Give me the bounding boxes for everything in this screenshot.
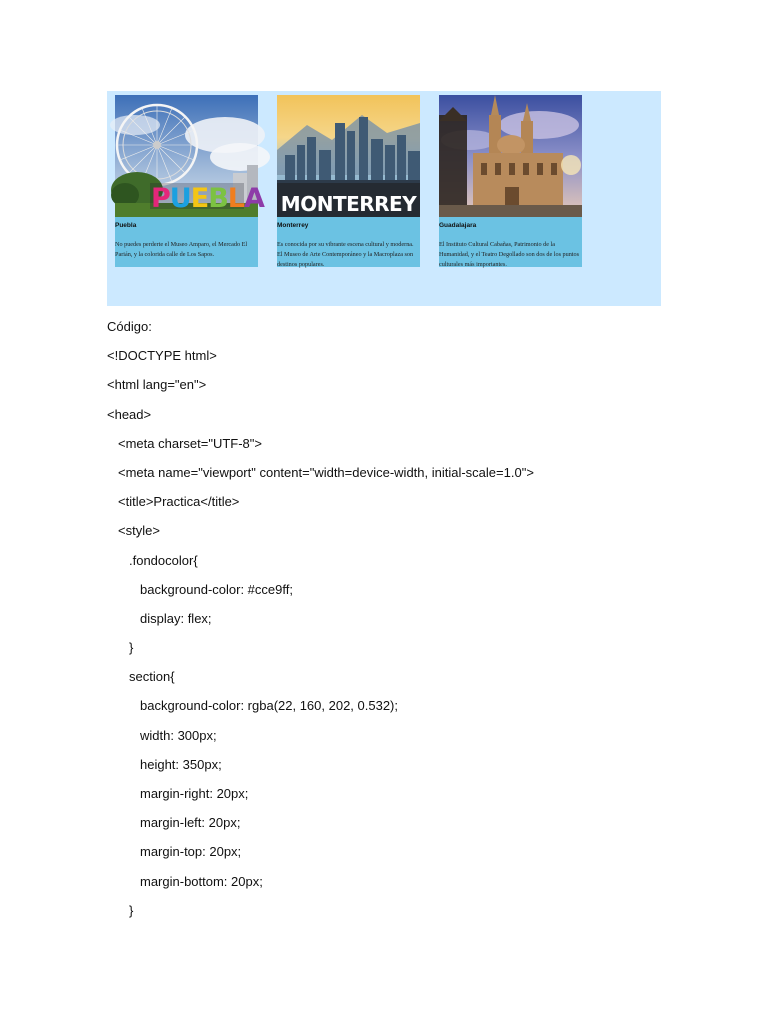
code-line: <meta charset="UTF-8"> [118,435,262,451]
city-card-guadalajara [439,95,582,267]
code-line: display: flex; [140,610,212,626]
code-line: } [129,640,134,656]
code-line: <title>Practica</title> [118,494,240,510]
city-card-puebla [115,95,264,267]
puebla-photo [115,95,264,217]
rendered-preview [107,91,661,306]
code-line: background-color: rgba(22, 160, 202, 0.532); [140,698,399,714]
code-listing [107,318,667,931]
city-title: Monterrey [277,222,309,229]
svg-text:MONTERREY: MONTERREY [280,192,417,216]
svg-text:PUEBLA: PUEBLA [151,183,264,214]
code-line: <html lang="en"> [107,377,207,393]
code-line: section{ [129,669,175,685]
code-line: .fondocolor{ [129,552,198,568]
city-card-monterrey [277,95,420,267]
code-line: <head> [107,406,152,422]
guadalajara-photo [439,95,582,217]
monterrey-photo [277,95,420,217]
code-line: height: 350px; [140,756,222,772]
code-heading: Código: [107,319,152,334]
city-description: No puedes perderte el Museo Amparo, el Mercado El Parián, y la colorida calle de Los Sapos. [115,241,248,258]
city-description: El Instituto Cultural Cabañas, Patrimonio de la Humanidad, y el Teatro Degollado son dos de los puntos culturales más importantes. [439,241,580,268]
code-line: margin-right: 20px; [140,786,249,801]
city-description: Es conocida por su vibrante escena cultural y moderna. El Museo de Arte Contemporáneo y la Macroplaza son destinos populares. [277,241,414,268]
city-title: Guadalajara [439,222,477,229]
code-line: } [129,902,134,918]
code-line: background-color: #cce9ff; [140,581,293,597]
code-line: width: 300px; [140,727,217,743]
code-line: margin-top: 20px; [140,844,242,860]
code-line: <meta name="viewport" content="width=device-width, initial-scale=1.0"> [118,464,534,480]
code-line: <style> [118,523,160,539]
code-line: margin-left: 20px; [140,815,241,831]
code-line: margin-bottom: 20px; [140,873,263,889]
code-line: <!DOCTYPE html> [107,348,217,364]
city-title: Puebla [115,222,137,229]
